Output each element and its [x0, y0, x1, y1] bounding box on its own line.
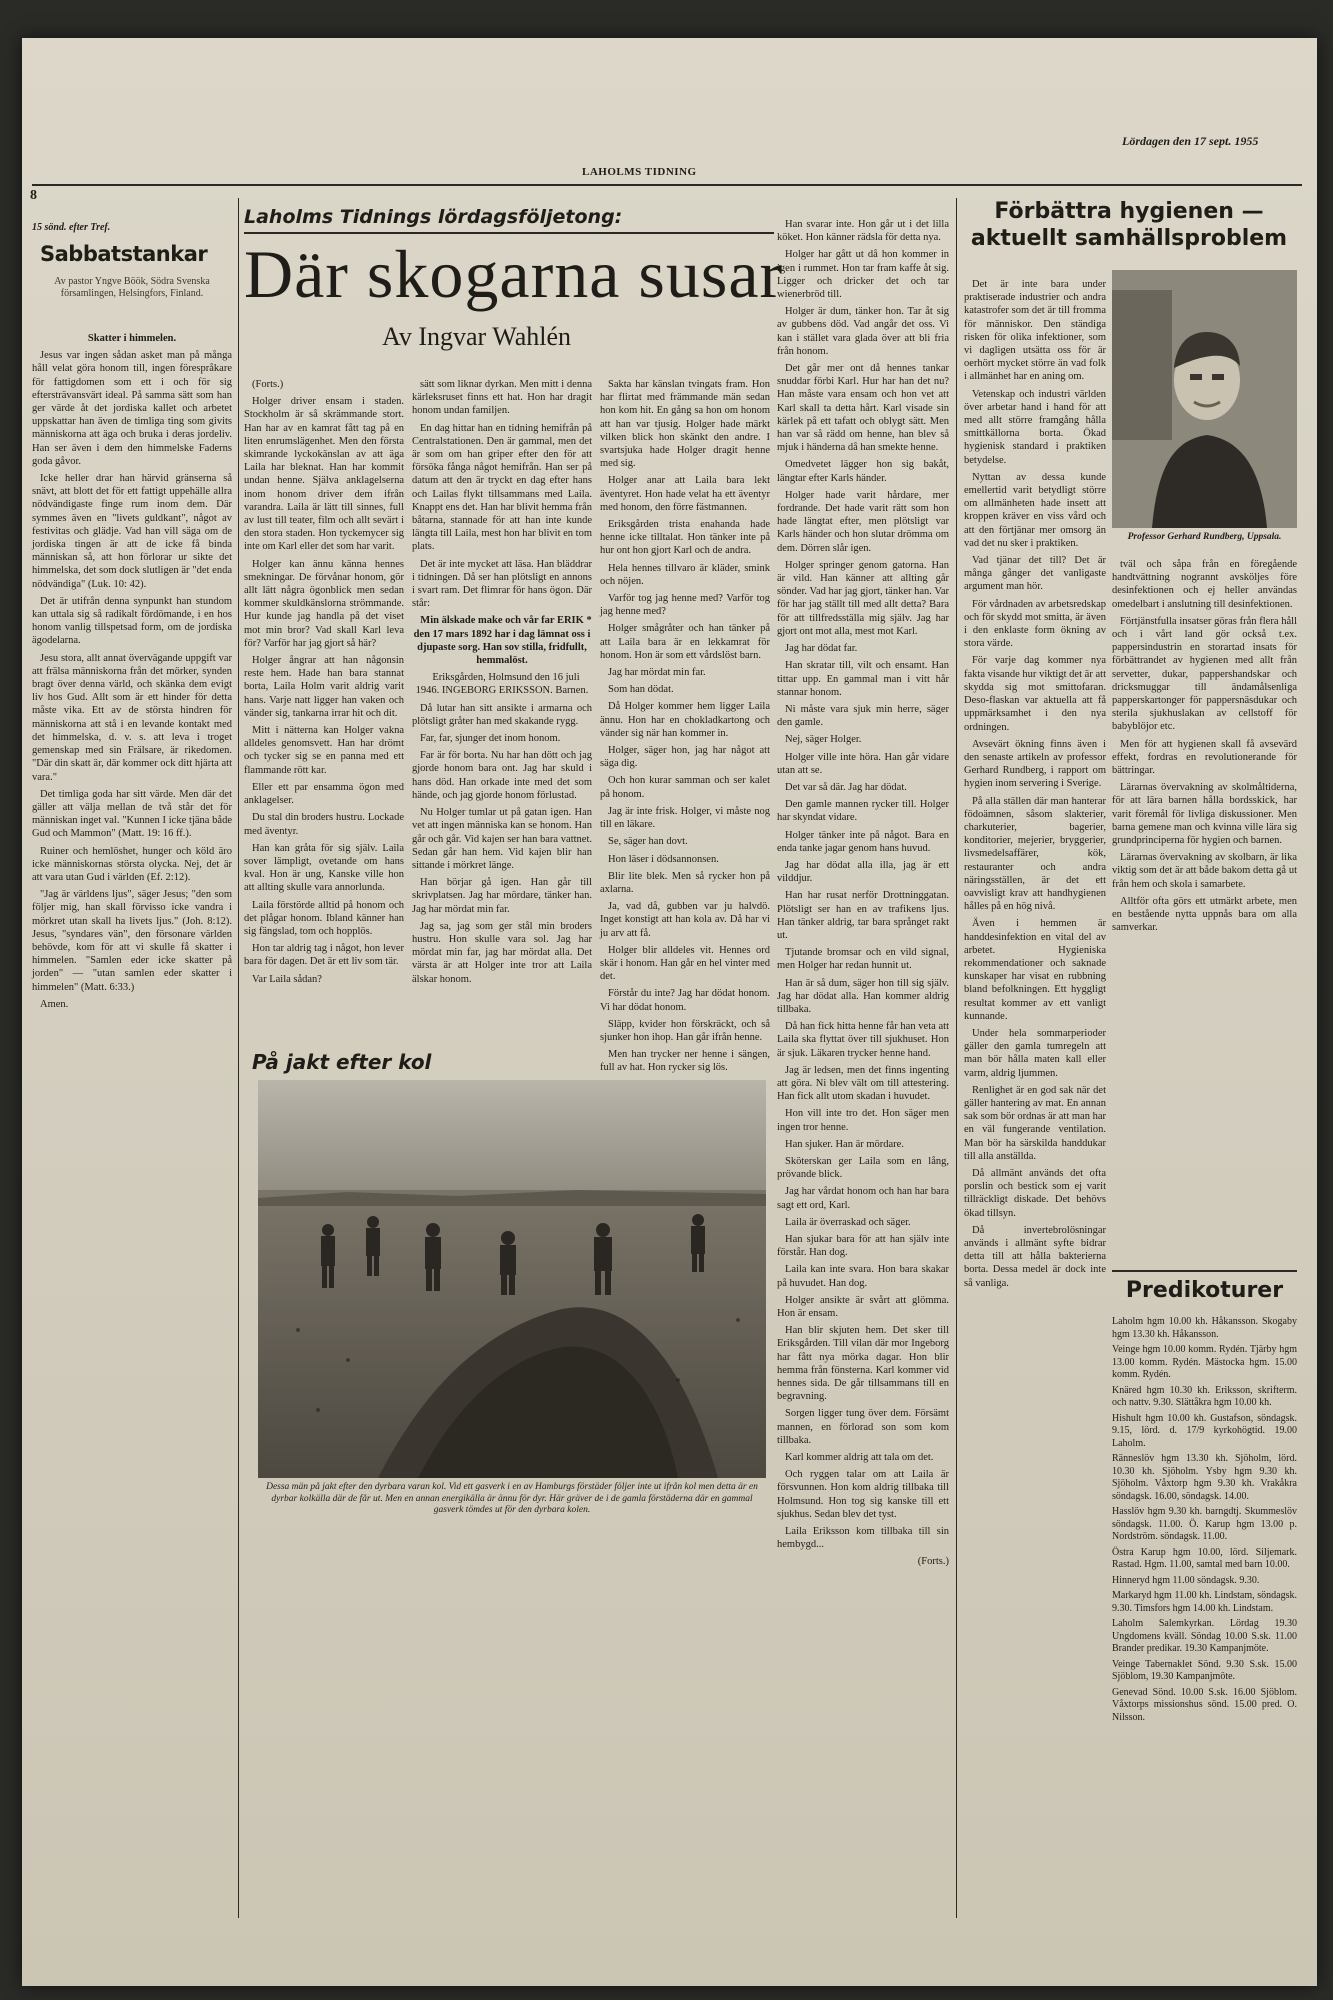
predikotur-entry: Östra Karup hgm 10.00, lörd. Siljemark. Rastad. Hgm. 11.00, samtal med barn 10.00.: [1112, 1546, 1297, 1570]
serial-paragraph: Karl kommer aldrig att tala om det.: [785, 1452, 934, 1464]
serial-paragraph: Och hon kurar samman och ser kalet på honom.: [600, 775, 770, 800]
hygiene-paragraph: Vad tjänar det till? Det är många gånger det vanligaste argument man hör.: [964, 555, 1106, 593]
serial-paragraph: Laila är överraskad och säger.: [785, 1216, 911, 1228]
serial-paragraph: Den gamle mannen rycker till. Holger har skyndat vidare.: [777, 799, 949, 824]
serial-paragraph: Holger smågråter och han tänker på att Laila bara är en lekkamrat för honom. Hon är som ett vårdslöst barn.: [600, 623, 770, 661]
serial-paragraph: Far är för borta. Nu har han dött och jag gjorde honom bara ont. Jag har skuld i hans död. Han orkade inte med det som hände, och jag gjorde honom förlustad.: [412, 750, 592, 801]
issue-date: Lördagen den 17 sept. 1955: [1122, 134, 1259, 148]
serial-paragraph: Han börjar gå igen. Han går till skrivplatsen. Jag har mördare, tänker han. Jag har mördat min far.: [412, 877, 592, 915]
serial-paragraph: Laila kan inte svara. Hon bara skakar på huvudet. Han dog.: [777, 1264, 949, 1289]
hygiene-paragraph: Då allmänt används det ofta porslin och bestick som ej varit tillräckligt diskade. Det behövs ökad tillsyn.: [964, 1168, 1106, 1219]
serial-paragraph: Jag är ledsen, men det finns ingenting att göra. Ni blev vält om till attestering. Han fick allt utom skadan i huvudet.: [777, 1064, 949, 1103]
predikotur-entry: Hinneryd hgm 11.00 söndagsk. 9.30.: [1112, 1574, 1260, 1586]
serial-paragraph: Det går mer ont då hennes tankar snuddar förbi Karl. Hur har han det nu? Han måste vara ensam och hon vet att Karl skall ta detta hårt. Karl visade sin kärlek på ett tafatt och oblygt sätt. Men han var så rädd om henne, han blev så mjuk i händerna då han smekte henne.: [777, 363, 949, 454]
hygiene-paragraph: Men för att hygienen skall få avsevärd effekt, fordras en revolutionerande för bättringar.: [1112, 738, 1297, 777]
sermon-paragraph: "Jag är världens ljus", säger Jesus; "den som följer mig, han skall förvisso icke vandra i mörkret utan skall ha livets ljus." (Joh. 8:12). Jesus, "syndares vän", den försonare världen behövde, kom för att vi skulle få skatter i himmelen. "Samlen eder icke skatter på jorden" — "utan samlen eder skatter i himmelen" (Matt. 6:33.): [32, 889, 232, 993]
professor-portrait: [1112, 270, 1297, 528]
serial-paragraph: Han är så dum, säger hon till sig själv. Jag har dödat alla. Han kommer aldrig tillbaka.: [777, 977, 949, 1015]
hygiene-paragraph: För varje dag kommer nya fakta visande hur viktigt det är att skydda sig mot smittofaran. Deso-flaskan var aktuella att få uppmärksamhet i den nya ordningen.: [964, 655, 1106, 733]
serial-paragraph: Hon läser i dödsannonsen.: [608, 853, 719, 865]
hygiene-title: Förbättra hygienen — aktuellt samhällsproblem: [970, 199, 1288, 251]
serial-kicker: Laholms Tidnings lördagsföljetong:: [244, 206, 623, 228]
serial-paragraph: Som han dödat.: [608, 684, 674, 696]
sermon-subhead: Skatter i himmelen.: [87, 333, 177, 344]
serial-paragraph: Ni måste vara sjuk min herre, säger den gamle.: [777, 703, 949, 729]
serial-paragraph: Sköterskan ger Laila som en lång, prövande blick.: [777, 1156, 949, 1181]
column-divider: [238, 198, 239, 1918]
predikoturer-rule: [1112, 1270, 1297, 1272]
serial-paragraph: Jag sa, jag som ger stål min broders hustru. Hon skulle vara sol. Jag har mördat min far, jag har mördat alla. Det värsta är att Holger inte tror att Laila älskar honom.: [412, 920, 592, 985]
sermon-paragraph: Det timliga goda har sitt värde. Men där det gäller att välja mellan de två står det för människan inget val. "Kunnen I icke tjäna både Gud och Mammon" (Matt. 19: 16 ff.).: [32, 788, 232, 840]
sermon-author: Av pastor Yngve Böök, Södra Svenska församlingen, Helsingfors, Finland.: [54, 276, 210, 299]
column-divider: [956, 198, 957, 1918]
serial-paragraph: Hon vill inte tro det. Hon säger men ingen tror henne.: [777, 1108, 949, 1133]
hygiene-paragraph: Lärarnas övervakning av skolbarn, är lika viktig som det är att både bakom detta gå ut från hem och skola i samarbete.: [1112, 852, 1297, 890]
serial-paragraph: (Forts.): [917, 1556, 949, 1568]
hygiene-paragraph: Vetenskap och industri världen över arbetar hand i hand för att med allt större framgång hålla smittkällorna borta. Ökad hygienisk standard i praktiken betydelse.: [964, 388, 1106, 466]
hygiene-paragraph: Renlighet är en god sak när det gäller hantering av mat. En annan sak som bör ordnas är att man har en väl fungerande ventilation. Man bör ha särskilda handdukar till alla anställda.: [964, 1084, 1107, 1162]
portrait-caption: Professor Gerhard Rundberg, Uppsala.: [1127, 532, 1282, 542]
hygiene-paragraph: Det är inte bara under praktiserade industrier och andra katastrofer som det är till fromma för människor. Den ständiga risken för olika infektioner, som vi dagligen utsätta oss för är oerhört mycket större än vad folk i allmänhet har en aning om.: [964, 279, 1106, 383]
serial-paragraph: Holger blir alldeles vit. Hennes ord skär i honom. Han går en hel vinter med det.: [600, 944, 770, 983]
predikoturer-list: [1112, 1316, 1297, 1936]
serial-paragraph: Holger har gått ut då hon kommer in igen i rummet. Hon tar fram kaffe åt sig. Ligger och dricker det och tar wienerbröd till.: [777, 249, 949, 301]
predikotur-entry: Markaryd hgm 11.00 kh. Lindstam, söndagsk. 9.30. Timsfors hgm 14.00 kh. Lindstam.: [1112, 1590, 1297, 1614]
hygiene-paragraph: För vårdnaden av arbetsredskap och för skydd mot smitta, är även i den enklaste form ökning av stora värde.: [964, 598, 1106, 650]
serial-byline: Av Ingvar Wahlén: [382, 322, 571, 351]
sermon-paragraph: Icke heller drar han härvid gränserna så snävt, att blott det för ett fattigt uppehälle allra nödvändigaste finge rum inom dem. Där symmes även en "livets guldkant", något av festivitas och glädje. Vad han vill säga om de jordiska tingen är att de icke få binda människan så, att hon förlorar ur sikte det himmelska, det som dock slutligen är "det enda nödvändiga" (Luk. 10: 42).: [32, 473, 232, 590]
sermon-paragraph: Amen.: [40, 998, 69, 1010]
serial-paragraph: Holger, säger hon, jag har något att säga dig.: [600, 745, 770, 770]
serial-paragraph: Laila Eriksson kom tillbaka till sin hembygd...: [777, 1526, 949, 1551]
hygiene-paragraph: På alla ställen där man hanterar födoämnen, såsom slakterier, charkuterier, bagerier, konditorier, mejerier, bryggerier, livsmedelsaffärer, kök, restauranter och andra näringsställen, är det ett oavvisligt krav att handhygienen hålles på en hög nivå.: [964, 795, 1106, 913]
serial-paragraph: Sakta har känslan tvingats fram. Hon har flirtat med främmande män sedan hon kom hit. En gång sa hon om honom att han var tjusig. Holger hade märkt vilken blick hon skänkt den andre. I svartsjuka hade Holger dragit henne med sig.: [600, 379, 770, 470]
serial-paragraph: Holger springer genom gatorna. Han är vild. Han känner att allting går sönder. Vad har jag gjort, tänker han. Var för har jag ställt till med allt detta? Bara för att tillfredsställa mig själv. Jag har gjort ont mot alla, mest mot Karl.: [777, 559, 949, 637]
serial-paragraph: Sorgen ligger tung över dem. Försämt mannen, en förlorad son som kom tillbaka.: [777, 1408, 949, 1446]
serial-paragraph: Laila förstörde alltid på honom och det plågar honom. Ibland känner han sig fängslad, tom och hopplös.: [244, 899, 404, 937]
predikotur-entry: Hishult hgm 10.00 kh. Gustafson, söndagsk. 9.15, lörd. d. 17/9 kyrkohögtid. 19.00 Laholm.: [1112, 1412, 1297, 1449]
serial-title: Där skogarna susar: [244, 236, 784, 312]
hygiene-paragraph: Nyttan av dessa kunde emellertid varit betydligt större om allmänheten hade insett att kroppen kräver en viss vård och att den förtjänar mer omsorg än vad det nu sker i praktiken.: [964, 471, 1106, 549]
serial-paragraph: En dag hittar han en tidning hemifrån på Centralstationen. Den är gammal, men det är som om han griper efter den för att försöka fånga något hemifrån. Han ser på datum att den är tryckt en dag efter hans och Lailas flykt tillsammans med Laila. Knappt ens det. Han har blivit hemma från båtarna, stannade för att han inte kunde längta till Laila, mest hon har blivit en tom plats.: [412, 422, 592, 553]
masthead: LAHOLMS TIDNING: [582, 166, 697, 178]
serial-paragraph: Holger är dum, tänker hon. Tar åt sig av gubbens död. Vad angår det oss. Vi kan i stället vara glada över att bli fria från honom.: [777, 306, 949, 357]
serial-paragraph: Blir lite blek. Men så rycker hon på axlarna.: [600, 870, 770, 895]
serial-paragraph: Han kan gråta för sig själv. Laila sover lämpligt, ovetande om hans kval. Hon är ung, Kanske ville hon att allting skulle vara annorlunda.: [244, 842, 404, 894]
serial-paragraph: Eller ett par ensamma ögon med anklagelser.: [244, 781, 404, 807]
sermon-kicker: 15 sönd. efter Tref.: [32, 222, 111, 233]
serial-paragraph: Då han fick hitta henne får han veta att Laila ska flyttat över till sjukhuset. Hon är sjuk. Läkaren trycker henne hand.: [777, 1021, 949, 1059]
serial-paragraph: sätt som liknar dyrkan. Men mitt i denna kärleksruset finns ett hat. Hon har dragit honom undan familjen.: [412, 379, 592, 417]
newspaper-page: [22, 38, 1317, 1986]
hygiene-paragraph: Lärarnas övervakning av skolmåltiderna, för att lära barnen hålla bordsskick, har varit föremål för livliga diskussioner. Men barna gemene man och kvinna ville lära sig grundprinciperna för hygien och barnen.: [1112, 782, 1297, 847]
serial-paragraph: Eriksgården, Holmsund den 16 juli 1946. INGEBORG ERIKSSON. Barnen.: [415, 672, 589, 697]
serial-paragraph: Jag är inte frisk. Holger, vi måste nog till en läkare.: [600, 805, 770, 831]
predikotur-entry: Laholm hgm 10.00 kh. Håkansson. Skogaby hgm 13.30 kh. Håkansson.: [1112, 1316, 1297, 1340]
serial-paragraph: Nu Holger tumlar ut på gatan igen. Han vet att ingen människa kan se honom. Han går och går. Vid kajen ser han bara vattnet. Sedan går han hem. Vid kajen blir han sittande i mörkret länge.: [412, 807, 592, 871]
serial-paragraph: Tjutande bromsar och en vild signal, men Holger har redan hunnit ut.: [777, 947, 949, 972]
hygiene-paragraph: Även i hemmen är handdesinfektion en vital del av arbetet. Hygieniska rekommendationer och saknade kunskaper har visat en rubbning bland befolkningen. Ett hyggligt resultat kommer av ett vanligt kunnande.: [964, 918, 1106, 1022]
predikotur-entry: Ränneslöv hgm 13.30 kh. Sjöholm, lörd. 10.30 kh. Sjöholm. Ysby hgm 9.30 kh. Sjöholm. Våxtorp hgm 9.30 kh. Vrakåkra söndagsk. 16.00, söndagsk. 14.00.: [1112, 1453, 1297, 1502]
hygiene-column-a: [964, 278, 1106, 1938]
predikotur-entry: Hasslöv hgm 9.30 kh. barngdtj. Skummeslöv söndagsk. 11.00. Ö. Karup hgm 13.00 p. Nordström. söndagsk. 11.00.: [1112, 1506, 1297, 1542]
hygiene-paragraph: Förtjänstfulla insatser göras från flera håll och i vårt land gör också t.ex. pappersindustrin en storartad insats för förbättrandet av hygienen med allt från servetter, dukar, pappershandskar och dricksmuggar till ändamålsenliga papperskartonger för pappersnäsdukar och sterila sjukhuslakan av cellstoff för babyblöjor etc.: [1112, 615, 1297, 733]
serial-paragraph: Far, far, sjunger det inom honom.: [420, 733, 561, 745]
predikotur-entry: Genevad Sönd. 10.00 S.sk. 16.00 Sjöblom. Våxtorps missionshus sönd. 15.00 pred. O. Nilsson.: [1112, 1686, 1297, 1723]
predikotur-entry: Veinge hgm 10.00 komm. Rydén. Tjärby hgm 13.00 komm. Rydén. Mästocka hgm. 15.00 komm. Rydén.: [1112, 1344, 1297, 1380]
serial-paragraph: Jag har vårdat honom och han har bara sagt ett ord, Karl.: [777, 1186, 949, 1211]
predikotur-entry: Knäred hgm 10.30 kh. Eriksson, skrifterm. och nattv. 9.30. Slättåkra hgm 10.00 kh.: [1112, 1384, 1297, 1408]
photo-caption: Dessa män på jakt efter den dyrbara varan kol. Vid ett gasverk i en av Hamburgs förstäder följer inte ut ifrån kol men detta är en dyrbar kolkälla där de får ut. Men en annan energikälla är ännu för dyr. Här gräver de i de gamla förstäderna där en gammal gasverk tömdes ut för den dyrbara kolen.: [266, 1482, 758, 1515]
serial-paragraph: Varför tog jag henne med? Varför tog jag henne med?: [600, 593, 770, 618]
serial-paragraph: (Forts.): [252, 379, 284, 390]
predikotur-entry: Laholm Salemkyrkan. Lördag 19.30 Ungdomens kväll. Söndag 10.00 S.sk. 11.00 Brander predikar. 19.30 Kampanjmöte.: [1112, 1618, 1297, 1654]
serial-column-1: [244, 378, 404, 1038]
sermon-paragraph: Det är utifrån denna synpunkt han stundom kan uttala sig så radikalt fördömande, i en hos honom vanlig tillspetsad form, om de jordiska ägodelarna.: [32, 595, 232, 647]
predikotur-entry: Veinge Tabernaklet Sönd. 9.30 S.sk. 15.00 Sjöblom, 19.30 Kampanjmöte.: [1112, 1658, 1297, 1682]
hygiene-paragraph: Under hela sommarperioder gäller den gamla tumregeln att man bör hålla maten kall eller varm, aldrig ljummen.: [964, 1027, 1106, 1079]
hygiene-paragraph: Då invertebrolösningar används i allmänt syfte bidrar detta till att hålla bakterierna borta. Dessa medel är dock inte så vanliga.: [964, 1224, 1106, 1289]
hygiene-paragraph: tväl och såpa från en föregående handtvättning nogrannt avsköljes före desinfektionen och ej heller användas omedelbart i anslutning till desinfektionen.: [1112, 559, 1297, 610]
serial-paragraph: Jag har dödat alla illa, jag är ett vilddjur.: [777, 859, 949, 885]
serial-paragraph: Han har rusat nerför Drottninggatan. Plötsligt ser han en av trafikens ljus. Han tänker aldrig, tar bara språnget rakt ut.: [777, 890, 949, 941]
sermon-paragraph: Jesu stora, allt annat övervägande uppgift var att frälsa människorna från det mörker, synden bragt över denna värld, och skänka dem evigt liv hos Gud. Allt som är ett hinder för detta måste vika. Ett av de största hindren för människorna att stå i en levande kontakt med det himmelska, d. v. s. att leva i troget gemenskap med sin Frälsare, är rikedomen. "Där din skatt är, där kommer ock ditt hjärta att vara.": [32, 652, 232, 783]
serial-paragraph: Han svarar inte. Hon går ut i det lilla köket. Hon känner rädsla för detta nya.: [777, 219, 949, 244]
serial-paragraph: Mitt i nätterna kan Holger vakna alldeles genomsvett. Han har drömt och tycker sig se en panna med ett flammande rött kar.: [244, 725, 404, 776]
serial-paragraph: Då Holger kommer hem ligger Laila ännu. Hon har en chokladkartong och vänder sig när han kommer in.: [600, 701, 770, 739]
serial-paragraph: Hela hennes tillvaro är kläder, smink och nöjen.: [600, 562, 770, 587]
serial-paragraph: Du stal din broders hustru. Lockade med äventyr.: [244, 812, 404, 837]
serial-column-3: [600, 378, 770, 1074]
serial-paragraph: Ja, vad då, gubben var ju halvdö. Inget konstigt att han kola av. Då har vi ju arv att få.: [600, 901, 770, 939]
serial-paragraph: Det är inte mycket att läsa. Han bläddrar i tidningen. Då ser han plötsligt en annons i svart ram. Det flimrar för hans ögon. Där står:: [412, 558, 592, 610]
coal-field-illustration: [258, 1080, 766, 1478]
serial-paragraph: Holger ansikte är svårt att glömma. Hon är ensam.: [777, 1294, 949, 1320]
serial-paragraph: Men han trycker ner henne i sängen, full av hat. Hon rycker sig lös.: [600, 1049, 770, 1074]
serial-paragraph: Han skratar till, vilt och ensamt. Han tittar upp. En gammal man i vitt hår stannar honom.: [777, 660, 949, 698]
serial-paragraph: Han sjukar bara för att han själv inte förstår. Han dog.: [777, 1234, 949, 1259]
serial-paragraph: Då lutar han sitt ansikte i armarna och plötsligt gråter han med skakande rygg.: [412, 702, 592, 727]
serial-column-4: [777, 218, 949, 1938]
hygiene-paragraph: Avsevärt ökning finns även i den senaste artikeln av professor Gerhard Rundberg, i rapport om hygien inom servering i Sverige.: [964, 738, 1106, 790]
sermon-paragraph: Ruiner och hemlöshet, hunger och köld äro icke människornas största olycka. Nej, det är att vara utan Gud i världen (Ef. 2:12).: [32, 845, 232, 883]
serial-paragraph: Holger driver ensam i staden. Stockholm är så skrämmande stort. Han har av en kamrat fått tag på en liten enrumslägenhet. Men den första skimrande lyckokänslan av att äga Laila har bleknat. Han har kommit undan henne. Själva anklagelserna inom honom driver dem ifrån varandra. Laila är lätt till sinnes, full av lust till teater, film och allt sevärt i den stora staden. Hon tyckemycer sig inte om Karl eller det som har varit.: [244, 396, 404, 553]
serial-paragraph: Holger kan ännu känna hennes smekningar. De förvånar honom, gör allt lätt några ögonblick men sedan kommer skuldkänslorna strömmande. Hur kunde jag handla på det viset mot min bror? Vad skall Karl leva för? Varför har jag gjort så här?: [244, 558, 404, 649]
serial-paragraph: Hon tar aldrig tag i något, hon lever bara för dagen. Det är ett liv som tär.: [244, 943, 404, 968]
serial-paragraph: Det var så där. Jag har dödat.: [785, 781, 907, 793]
header-rule: [32, 184, 1302, 186]
sermon-body: [32, 328, 232, 1948]
serial-column-2: [412, 378, 592, 1038]
serial-paragraph: Han sjuker. Han är mördare.: [785, 1138, 904, 1150]
serial-paragraph: Min älskade make och vår far ERIK * den 17 mars 1892 har i dag lämnat oss i djupaste sorg. Han sov stilla, fridfullt, hemmalöst.: [413, 615, 592, 667]
serial-paragraph: Jag har dödat far.: [785, 643, 858, 655]
serial-paragraph: Se, säger han dovt.: [608, 836, 688, 848]
serial-paragraph: Holger hade varit hårdare, mer fordrande. Det hade varit rätt som hon hade längtat efter, men plötsligt var Karls händer och hon slutar drömma om dem. Dörren slår igen.: [777, 489, 949, 554]
serial-paragraph: Var Laila sådan?: [252, 973, 322, 985]
photo-feature-heading: På jakt efter kol: [252, 1050, 432, 1074]
sermon-paragraph: Jesus var ingen sådan asket man på många håll velat göra honom till, ingen förespråkare för fattigdomen som ett i och för sig eftersträvansvärt ideal. På samma sätt som han ger värde åt det jordiska kallet och arbetet uppskattar han även de timliga ting som givits människorna att äga och bruka i deras jordeliv. Han ser även i dem den himmelske Faderns goda gåvor.: [32, 350, 232, 467]
sermon-title: Sabbatstankar: [40, 242, 208, 266]
hygiene-column-b: [1112, 558, 1297, 1258]
serial-paragraph: Nej, säger Holger.: [785, 734, 862, 746]
professor-illustration: [1112, 270, 1297, 528]
serial-paragraph: Holger ångrar att han någonsin reste hem. Hade han bara stannat borta, Laila Holm varit aldrig varit hans. Varje natt ligger han vaken och vänder sig, tankarna irrar hit och dit.: [244, 655, 404, 719]
serial-paragraph: Holger tänker inte på något. Bara en enda tanke jagar genom hans huvud.: [777, 829, 949, 854]
serial-paragraph: Omedvetet lägger hon sig bakåt, längtar efter Karls händer.: [777, 459, 949, 484]
serial-paragraph: Jag har mördat min far.: [608, 667, 706, 679]
serial-paragraph: Och ryggen talar om att Laila är försvunnen. Hon kom aldrig tillbaka till Holmsund. Hon tog sig kanske till ett sjukhus. Sedan blev det tyst.: [777, 1469, 949, 1520]
predikoturer-title: Predikoturer: [1125, 1278, 1284, 1303]
coal-hunt-photo: [258, 1080, 766, 1478]
hygiene-paragraph: Alltför ofta görs ett utmärkt arbete, men en bestående nytta uppnås bara om alla samverkar.: [1112, 895, 1297, 934]
serial-paragraph: Förstår du inte? Jag har dödat honom. Vi har dödat honom.: [600, 988, 770, 1013]
page-number: 8: [30, 188, 37, 203]
serial-paragraph: Holger ville inte höra. Han går vidare utan att se.: [777, 751, 949, 776]
serial-paragraph: Släpp, kvider hon förskräckt, och så sjunker hon ihop. Han går ifrån henne.: [600, 1018, 770, 1043]
serial-paragraph: Han blir skjuten hem. Det sker till Eriksgården. Till vilan där mor Ingeborg har fått nya mörka dagar. Hon blir hemma från fönsterna. Karl kommer vid hennes sida. De går tillsammans till en begravning.: [777, 1325, 949, 1403]
serial-paragraph: Eriksgården trista enahanda hade henne icke tilltalat. Hon tänker inte på hur ont hon gjort Karl och de andra.: [600, 519, 770, 557]
serial-paragraph: Holger anar att Laila bara lekt äventyret. Hon hade velat ha ett äventyr med honom, den förre fästmannen.: [600, 475, 770, 513]
